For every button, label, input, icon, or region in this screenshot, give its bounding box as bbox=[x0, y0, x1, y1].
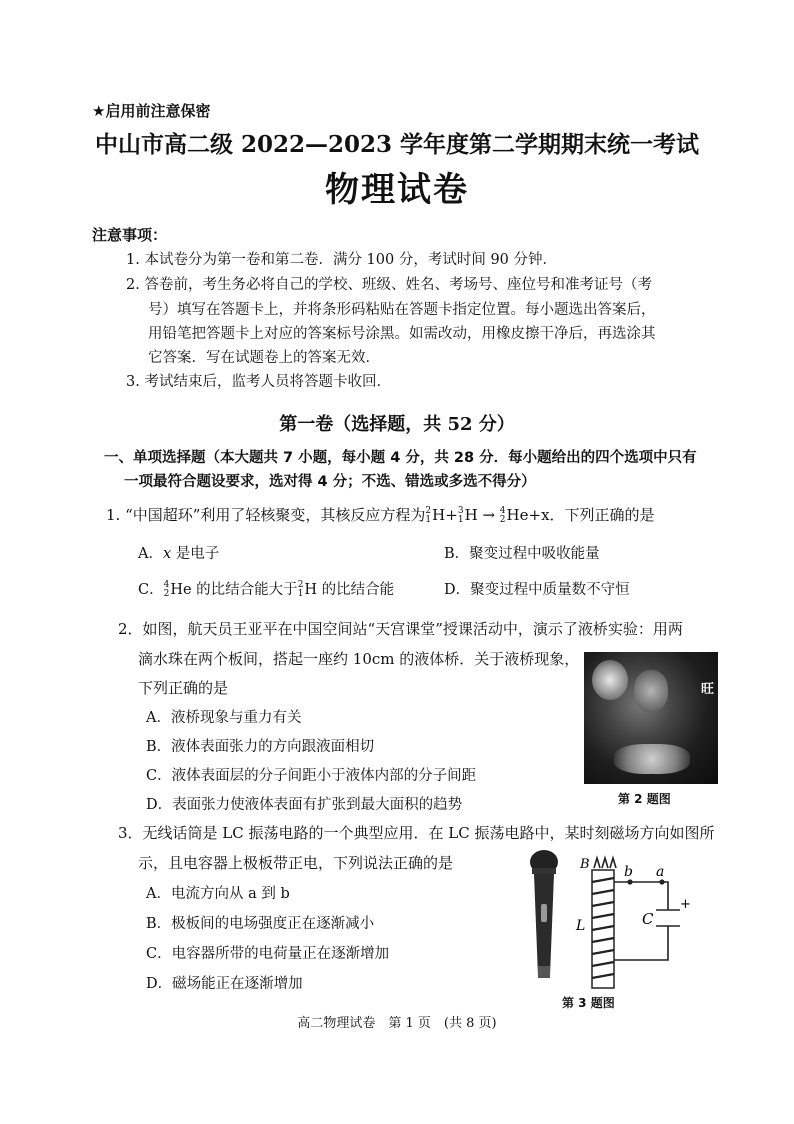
question-3-line-1: 3．无线话筒是 LC 振荡电路的一个典型应用．在 LC 振荡电路中，某时刻磁场方向如图所 bbox=[118, 824, 715, 842]
question-1-stem bbox=[106, 504, 655, 525]
inductor-coil bbox=[592, 858, 616, 988]
atomic-number: 2 bbox=[163, 589, 170, 599]
label-plus: + bbox=[680, 897, 691, 912]
q2-option-a: A．液桥现象与重力有关 bbox=[146, 710, 302, 726]
figure-3-caption: 第 3 题图 bbox=[562, 996, 615, 1010]
microphone-icon bbox=[530, 850, 558, 978]
question-2-line-1: 2．如图，航天员王亚平在中国空间站“天宫课堂”授课活动中，演示了液桥实验：用两 bbox=[118, 620, 683, 638]
atomic-number: 2 bbox=[499, 515, 506, 525]
q3-option-c: C．电容器所带的电荷量正在逐渐增加 bbox=[146, 946, 390, 962]
terminal-a bbox=[659, 879, 664, 884]
reaction-arrow: → bbox=[482, 506, 496, 524]
part-one-heading: 第一卷（选择题，共 52 分） bbox=[279, 414, 515, 435]
page-footer: 高二物理试卷 第 1 页 (共 8 页) bbox=[297, 1016, 497, 1031]
q1-option-c: C．4 2He 的比结合能大于2 1H 的比结合能 bbox=[138, 580, 395, 599]
notice-line-1: 1. 本试卷分为第一卷和第二卷．满分 100 分，考试时间 90 分钟． bbox=[126, 252, 558, 268]
q3-option-a: A．电流方向从 a 到 b bbox=[146, 886, 290, 902]
section-heading-line-2: 一项最符合题设要求，选对得 4 分；不选、错选或多选不得分） bbox=[124, 474, 536, 490]
nuclide-symbol: H bbox=[432, 506, 446, 524]
exam-title: 中山市高二级 2022—2023 学年度第二学期期末统一考试 bbox=[94, 131, 700, 158]
notice-line-3: 号）填写在答题卡上，并将条形码粘贴在答题卡指定位置。每小题选出答案后， bbox=[148, 302, 656, 318]
figure-2-caption: 第 2 题图 bbox=[618, 792, 671, 806]
nuclide-symbol: He bbox=[506, 506, 529, 524]
q2-option-b: B．液体表面张力的方向跟液面相切 bbox=[146, 739, 375, 755]
question-1-stem-end: ．下列正确的是 bbox=[549, 506, 655, 524]
notice-line-6: 3. 考试结束后，监考人员将答题卡收回． bbox=[126, 374, 391, 390]
liquid-bridge-photo bbox=[584, 652, 718, 784]
notice-heading: 注意事项： bbox=[92, 226, 168, 244]
confidential-notice: ★启用前注意保密 bbox=[92, 102, 211, 120]
atomic-number: 1 bbox=[297, 589, 304, 599]
photo-liquid-bridge bbox=[614, 744, 690, 774]
product-x: +x bbox=[528, 506, 550, 524]
question-2-line-3: 下列正确的是 bbox=[138, 679, 229, 697]
label-b: b bbox=[624, 864, 633, 880]
section-heading-line-1: 一、单项选择题（本大题共 7 小题，每小题 4 分，共 28 分．每小题给出的四个选项中只有 bbox=[104, 450, 697, 466]
nuclide-he4-indices bbox=[164, 581, 170, 599]
nuclide-h2-indices bbox=[298, 581, 304, 599]
q1-option-b: B．聚变过程中吸收能量 bbox=[444, 546, 600, 562]
label-a: a bbox=[656, 864, 665, 880]
label-magnetic-field: B bbox=[580, 857, 590, 872]
mass-number: 4 bbox=[163, 580, 170, 590]
q1-option-a: A．x 是电子 bbox=[138, 546, 220, 562]
q2-option-d: D．表面张力使液体表面有扩张到最大面积的趋势 bbox=[146, 797, 463, 813]
question-2-line-2: 滴水珠在两个板间，搭起一座约 10cm 的液体桥．关于液桥现象， bbox=[138, 650, 580, 668]
terminal-b bbox=[627, 879, 632, 884]
q1-option-d: D．聚变过程中质量数不守恒 bbox=[444, 582, 630, 598]
variable-x: x bbox=[162, 546, 172, 562]
q2-option-c: C．液体表面层的分子间距小于液体内部的分子间距 bbox=[146, 768, 477, 784]
mass-number: 2 bbox=[297, 580, 304, 590]
mass-number: 3 bbox=[457, 506, 464, 516]
atomic-number: 1 bbox=[425, 515, 432, 525]
q3-option-b: B．极板间的电场强度正在逐渐减小 bbox=[146, 916, 375, 932]
notice-line-2: 2. 答卷前，考生务必将自己的学校、班级、姓名、考场号、座位号和准考证号（考 bbox=[126, 277, 652, 293]
notice-line-4: 用铅笔把答题卡上对应的答案标号涂黑。如需改动，用橡皮擦干净后，再选涂其 bbox=[148, 326, 656, 342]
nuclide-symbol: H bbox=[464, 506, 478, 524]
question-1-stem-text: 1. “中国超环”利用了轻核聚变，其核反应方程为 bbox=[106, 506, 426, 524]
plus-sign: + bbox=[445, 506, 458, 524]
photo-logo-mark: 旺 bbox=[700, 682, 714, 697]
notice-line-5: 它答案．写在试题卷上的答案无效． bbox=[148, 350, 380, 366]
subject-title: 物理试卷 bbox=[325, 170, 469, 210]
nuclide-he4-indices bbox=[500, 507, 506, 525]
atomic-number: 1 bbox=[457, 515, 464, 525]
question-3-line-2: 示，且电容器上极板带正电，下列说法正确的是 bbox=[138, 854, 454, 872]
q3-option-d: D．磁场能正在逐渐增加 bbox=[146, 976, 303, 992]
label-inductor: L bbox=[576, 918, 586, 934]
nuclide-h2-indices bbox=[425, 507, 431, 525]
mass-number: 2 bbox=[425, 506, 432, 516]
photo-light-spot bbox=[592, 660, 628, 700]
photo-astronaut-head bbox=[634, 670, 668, 712]
label-capacitor: C bbox=[642, 910, 654, 928]
nuclide-h3-indices bbox=[458, 507, 464, 525]
mass-number: 4 bbox=[499, 506, 506, 516]
lc-circuit-figure bbox=[522, 848, 712, 1000]
